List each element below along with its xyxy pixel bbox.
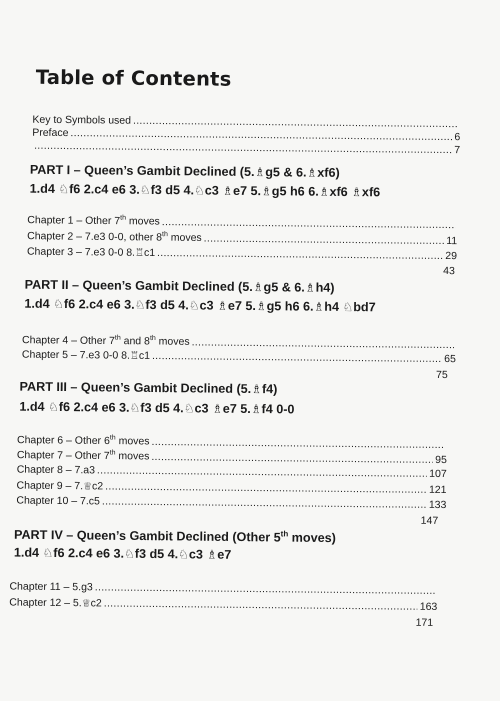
entry-page: 65 [444,353,456,366]
part-3-moves: 1.d4 ♘f6 2.c4 e6 3.♘f3 d5 4.♘c3 ♗e7 5.♗f4 0-0 [19,399,295,417]
bishop-icon: ♗ [217,298,228,313]
bishop-icon: ♗ [252,280,264,295]
entry-page: 11 [446,234,458,247]
leader-dots [105,480,427,495]
bishop-icon: ♗ [206,547,218,562]
part-2-heading[interactable]: PART II – Queen’s Gambit Declined (5.♗g5 & 6.♗h4) [24,277,335,295]
entry-label: Preface [32,126,69,140]
part-2-moves: 1.d4 ♘f6 2.c4 e6 3.♘f3 d5 4.♘c3 ♗e7 5.♗g5 h6 6.♗h4 ♘bd7 [24,296,376,315]
knight-icon: ♘ [183,401,195,416]
entry-page: 133 [428,498,447,512]
entry-label: Chapter 1 – Other 7th moves [27,214,160,228]
part-1-end-page: 43 [443,265,455,278]
leader-dots [102,495,427,510]
leader-dots [157,247,443,262]
leader-dots [162,216,456,231]
knight-icon: ♘ [178,547,190,562]
knight-icon: ♘ [342,299,354,315]
part-1-heading[interactable]: PART I – Queen’s Gambit Declined (5.♗g5 & 6.♗xf6) [29,162,340,180]
entry-label: Chapter 7 – Other 7th moves [16,449,150,463]
knight-icon: ♘ [188,298,200,313]
bishop-icon: ♗ [351,185,363,200]
toc-entry-chapter-9[interactable] [16,480,446,497]
part-1-moves: 1.d4 ♘f6 2.c4 e6 3.♘f3 d5 4.♘c3 ♗e7 5.♗g5 h6 6.♗xf6 ♗xf6 [29,181,381,200]
leader-dots [192,336,455,351]
toc-entry-chapter-2[interactable] [27,230,457,247]
bishop-icon: ♗ [306,165,318,180]
knight-icon: ♘ [58,181,70,197]
bishop-icon: ♗ [250,402,262,417]
rook-icon: ♖ [134,247,145,259]
bishop-icon: ♗ [211,401,223,416]
entry-label: Chapter 2 – 7.e3 0-0, other 8th moves [27,230,202,244]
queen-icon: ♕ [83,481,93,493]
queen-icon: ♕ [81,598,91,610]
entry-page: 7 [454,144,461,157]
leader-dots [204,232,445,247]
leader-dots [151,435,445,450]
part-2-end-page: 75 [435,368,448,382]
bishop-icon: ♗ [255,299,267,314]
bishop-icon: ♗ [304,280,316,295]
part-4-end-page: 171 [415,616,434,629]
entry-label: Chapter 8 – 7.a3 [16,463,96,477]
toc-entry-chapter-5[interactable] [22,349,456,366]
bishop-icon: ♗ [254,165,266,180]
knight-icon: ♘ [42,545,54,560]
entry-page: 163 [419,600,438,613]
page-title: Table of Contents [35,65,232,91]
leader-dots [152,350,442,365]
entry-label: Chapter 9 – 7.♕c2 [16,479,104,493]
entry-page: 107 [429,467,447,481]
part-3-heading[interactable]: PART III – Queen’s Gambit Declined (5.♗f4) [19,379,278,397]
toc-entry-chapter-11[interactable] [9,580,437,596]
toc-entry-chapter-3[interactable] [27,246,457,263]
knight-icon: ♘ [53,296,65,312]
bishop-icon: ♗ [251,382,263,397]
toc-entry-chapter-8[interactable] [17,464,447,481]
entry-label: Key to Symbols used [32,113,132,127]
entry-page: 121 [428,483,447,497]
leader-dots [97,464,427,479]
toc-entry-chapter-1[interactable] [27,214,457,231]
toc-entry-chapter-7[interactable] [17,449,447,466]
leader-dots [95,581,436,597]
entry-page: 95 [435,453,447,466]
knight-icon: ♘ [193,183,205,198]
toc-entry-chapter-10[interactable] [16,495,446,512]
leader-dots [151,450,433,465]
bishop-icon: ♗ [261,184,272,199]
bishop-icon: ♗ [222,183,234,198]
knight-icon: ♘ [139,182,151,197]
bishop-icon: ♗ [318,184,330,199]
part-3-end-page: 147 [420,514,439,527]
bishop-icon: ♗ [313,299,325,314]
entry-label: Chapter 12 – 5.♕c2 [9,596,102,610]
toc-entry-chapter-12[interactable] [9,596,437,612]
entry-label: Chapter 4 – Other 7th and 8th moves [22,334,190,348]
knight-icon: ♘ [134,297,146,312]
entry-label: Chapter 3 – 7.e3 0-0 8.♖c1 [26,245,156,260]
entry-label: Chapter 6 – Other 6th moves [16,434,150,448]
knight-icon: ♘ [123,546,135,561]
entry-label: Chapter 10 – 7.c5 [16,494,100,508]
part-4-heading[interactable]: PART IV – Queen’s Gambit Declined (Other 5th moves) [13,527,336,546]
toc-entry-chapter-4[interactable] [22,334,456,351]
knight-icon: ♘ [129,400,141,415]
rook-icon: ♖ [129,350,139,362]
entry-page: 6 [454,131,461,144]
knight-icon: ♘ [48,399,59,415]
toc-entry-chapter-6[interactable] [17,434,447,451]
leader-dots [104,597,418,612]
entry-page: 29 [445,250,458,263]
entry-label: Chapter 11 – 5.g3 [9,580,93,594]
part-4-moves: 1.d4 ♘f6 2.c4 e6 3.♘f3 d5 4.♘c3 ♗e7 [13,545,232,562]
entry-label: Chapter 5 – 7.e3 0-0 8.♖c1 [21,348,151,362]
